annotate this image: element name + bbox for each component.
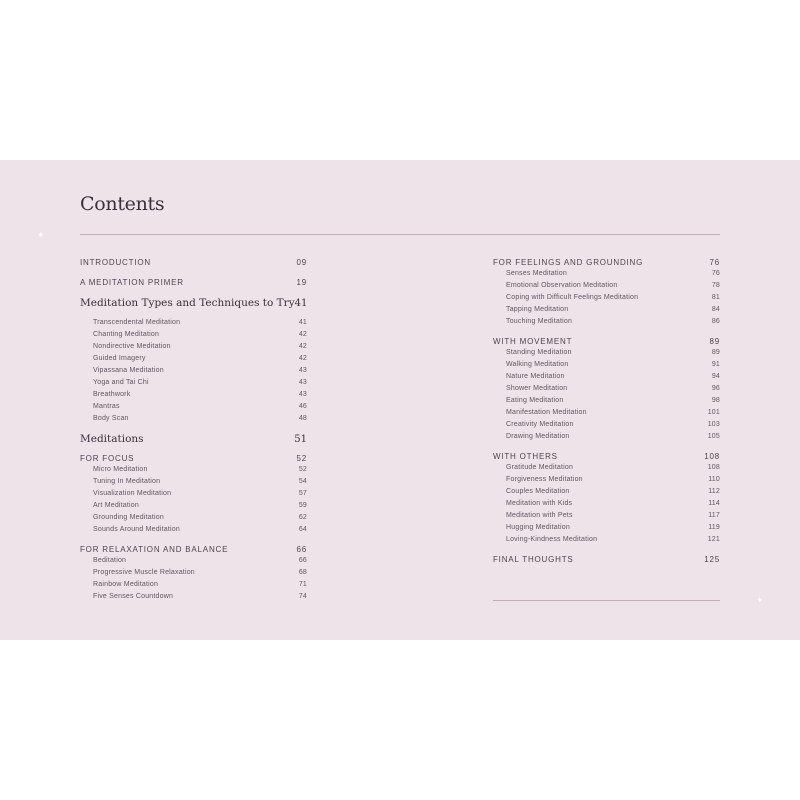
- sparkle-icon: ✦: [37, 230, 45, 240]
- toc-entry-label: Walking Meditation: [506, 361, 569, 368]
- toc-entry-label: Nondirective Meditation: [93, 343, 171, 350]
- toc-entry: [80, 433, 307, 445]
- toc-entry: [506, 294, 720, 301]
- toc-entry-label: A MEDITATION PRIMER: [80, 278, 184, 287]
- toc-entry-label: FOR FOCUS: [80, 454, 135, 463]
- toc-entry: [506, 488, 720, 495]
- toc-entry-page: 41: [298, 319, 307, 326]
- toc-entry: [93, 415, 307, 422]
- toc-entry: [506, 306, 720, 313]
- toc-entry-label: Yoga and Tai Chi: [93, 379, 149, 386]
- toc-entry-label: Grounding Meditation: [93, 514, 164, 521]
- toc-entry: [93, 391, 307, 398]
- toc-entry: [80, 297, 307, 309]
- toc-entry-label: Guided Imagery: [93, 355, 146, 362]
- toc-entry-page: 43: [298, 391, 307, 398]
- toc-entry-page: 114: [708, 500, 720, 507]
- toc-entry-page: 66: [298, 557, 307, 564]
- toc-entry-page: 110: [708, 476, 720, 483]
- toc-entry-label: Body Scan: [93, 415, 129, 422]
- toc-entry-page: 74: [298, 593, 307, 600]
- toc-entry-page: 105: [707, 433, 720, 440]
- toc-entry-label: Shower Meditation: [506, 385, 568, 392]
- toc-entry-page: 108: [704, 452, 720, 461]
- toc-entry: [80, 258, 307, 267]
- toc-entry-label: Meditation with Pets: [506, 512, 573, 519]
- toc-entry: [93, 355, 307, 362]
- toc-entry-page: 121: [707, 536, 720, 543]
- toc-entry: [506, 361, 720, 368]
- toc-entry: [506, 397, 720, 404]
- toc-entry-label: FOR RELAXATION AND BALANCE: [80, 545, 229, 554]
- toc-entry-label: Standing Meditation: [506, 349, 572, 356]
- toc-entry: [93, 466, 307, 473]
- toc-entry: [93, 526, 307, 533]
- toc-entry-page: 52: [298, 466, 307, 473]
- bottom-rule: [493, 600, 720, 601]
- toc-entry: [93, 331, 307, 338]
- toc-entry: [506, 385, 720, 392]
- toc-entry: [506, 349, 720, 356]
- toc-entry: [93, 367, 307, 374]
- toc-entry-page: 43: [298, 367, 307, 374]
- toc-entry-page: 68: [298, 569, 307, 576]
- toc-entry-label: WITH OTHERS: [493, 452, 558, 461]
- toc-entry-label: Breathwork: [93, 391, 131, 398]
- toc-entry-page: 59: [298, 502, 307, 509]
- toc-entry-page: 48: [298, 415, 307, 422]
- toc-entry-page: 09: [296, 258, 307, 267]
- toc-entry: [93, 490, 307, 497]
- toc-entry-page: 57: [298, 490, 307, 497]
- toc-entry-page: 78: [711, 282, 720, 289]
- toc-entry-label: WITH MOVEMENT: [493, 337, 573, 346]
- toc-entry-label: Coping with Difficult Feelings Meditation: [506, 294, 639, 301]
- toc-entry-page: 42: [298, 331, 307, 338]
- toc-entry: [493, 452, 720, 461]
- toc-entry-page: 42: [298, 355, 307, 362]
- toc-entry-page: 43: [298, 379, 307, 386]
- toc-entry-label: INTRODUCTION: [80, 258, 151, 267]
- toc-entry-label: Transcendental Meditation: [93, 319, 181, 326]
- toc-entry: [93, 581, 307, 588]
- toc-entry-label: Meditations: [80, 433, 144, 445]
- toc-entry: [93, 343, 307, 350]
- toc-entry-page: 62: [298, 514, 307, 521]
- toc-entry-page: 119: [708, 524, 720, 531]
- toc-entry: [93, 569, 307, 576]
- toc-entry-label: Creativity Meditation: [506, 421, 574, 428]
- toc-entry-page: 84: [711, 306, 720, 313]
- page-title: Contents: [80, 193, 165, 215]
- toc-entry-page: 64: [298, 526, 307, 533]
- toc-entry-label: Senses Meditation: [506, 270, 567, 277]
- toc-entry: [506, 421, 720, 428]
- toc-entry-page: 19: [296, 278, 307, 287]
- toc-entry-page: 52: [296, 454, 307, 463]
- toc-entry-page: 112: [708, 488, 720, 495]
- toc-entry: [506, 524, 720, 531]
- toc-entry-page: 96: [711, 385, 720, 392]
- toc-entry: [506, 536, 720, 543]
- toc-entry-label: Meditation with Kids: [506, 500, 573, 507]
- toc-entry: [506, 409, 720, 416]
- toc-entry-label: FOR FEELINGS AND GROUNDING: [493, 258, 644, 267]
- toc-entry-label: Gratitude Meditation: [506, 464, 574, 471]
- toc-entry-page: 42: [298, 343, 307, 350]
- toc-entry: [93, 502, 307, 509]
- toc-entry: [93, 514, 307, 521]
- toc-entry-label: Emotional Observation Meditation: [506, 282, 618, 289]
- toc-entry: [93, 593, 307, 600]
- toc-entry-page: 98: [711, 397, 720, 404]
- sparkle-icon: ✦: [756, 595, 764, 605]
- toc-entry-label: Drawing Meditation: [506, 433, 570, 440]
- toc-entry: [493, 258, 720, 267]
- toc-entry: [93, 403, 307, 410]
- toc-entry: [93, 478, 307, 485]
- toc-entry-page: 108: [707, 464, 720, 471]
- toc-entry-label: Beditation: [93, 557, 127, 564]
- toc-entry-label: Sounds Around Meditation: [93, 526, 180, 533]
- toc-entry: [493, 555, 720, 564]
- title-rule: [80, 234, 720, 235]
- toc-entry: [506, 476, 720, 483]
- toc-entry: [93, 379, 307, 386]
- toc-entry: [506, 270, 720, 277]
- toc-entry-page: 46: [298, 403, 307, 410]
- toc-entry-label: Forgiveness Meditation: [506, 476, 583, 483]
- toc-entry-page: 89: [709, 337, 720, 346]
- toc-entry-label: Progressive Muscle Relaxation: [93, 569, 195, 576]
- toc-entry-page: 86: [711, 318, 720, 325]
- toc-entry-page: 91: [711, 361, 720, 368]
- toc-entry-page: 54: [298, 478, 307, 485]
- toc-entry-page: 103: [707, 421, 720, 428]
- toc-entry-page: 76: [711, 270, 720, 277]
- toc-entry-label: Tapping Meditation: [506, 306, 569, 313]
- toc-entry-page: 81: [711, 294, 720, 301]
- toc-entry-label: Rainbow Meditation: [93, 581, 159, 588]
- toc-entry-label: Tuning In Meditation: [93, 478, 161, 485]
- toc-entry: [506, 464, 720, 471]
- toc-entry-page: 125: [704, 555, 720, 564]
- toc-entry-label: Chanting Meditation: [93, 331, 160, 338]
- toc-entry: [506, 373, 720, 380]
- toc-entry-page: 89: [711, 349, 720, 356]
- toc-entry: [506, 282, 720, 289]
- toc-entry-label: Nature Meditation: [506, 373, 565, 380]
- toc-entry-page: 51: [294, 434, 307, 445]
- toc-entry-label: Touching Meditation: [506, 318, 573, 325]
- toc-entry: [506, 500, 720, 507]
- toc-entry: [93, 319, 307, 326]
- toc-entry: [506, 433, 720, 440]
- toc-entry-page: 117: [708, 512, 720, 519]
- toc-entry-label: Loving-Kindness Meditation: [506, 536, 598, 543]
- toc-entry-label: Manifestation Meditation: [506, 409, 587, 416]
- toc-entry-label: Micro Meditation: [93, 466, 148, 473]
- toc-entry-label: Vipassana Meditation: [93, 367, 164, 374]
- toc-entry: [506, 318, 720, 325]
- toc-entry: [80, 545, 307, 554]
- toc-entry-label: Meditation Types and Techniques to Try: [80, 297, 295, 309]
- toc-entry: [80, 278, 307, 287]
- toc-entry-page: 76: [709, 258, 720, 267]
- toc-entry-label: Five Senses Countdown: [93, 593, 174, 600]
- toc-entry-label: Visualization Meditation: [93, 490, 172, 497]
- toc-entry-label: Hugging Meditation: [506, 524, 570, 531]
- toc-entry-label: Eating Meditation: [506, 397, 564, 404]
- toc-entry-label: FINAL THOUGHTS: [493, 555, 574, 564]
- toc-entry: [80, 454, 307, 463]
- toc-entry-page: 66: [296, 545, 307, 554]
- toc-entry-page: 101: [707, 409, 720, 416]
- toc-entry-label: Mantras: [93, 403, 120, 410]
- toc-entry-page: 41: [294, 298, 308, 309]
- toc-entry-page: 94: [711, 373, 720, 380]
- toc-entry-page: 71: [298, 581, 307, 588]
- toc-entry-label: Art Meditation: [93, 502, 139, 509]
- toc-entry: [493, 337, 720, 346]
- toc-entry-label: Couples Meditation: [506, 488, 570, 495]
- toc-entry: [93, 557, 307, 564]
- toc-entry: [506, 512, 720, 519]
